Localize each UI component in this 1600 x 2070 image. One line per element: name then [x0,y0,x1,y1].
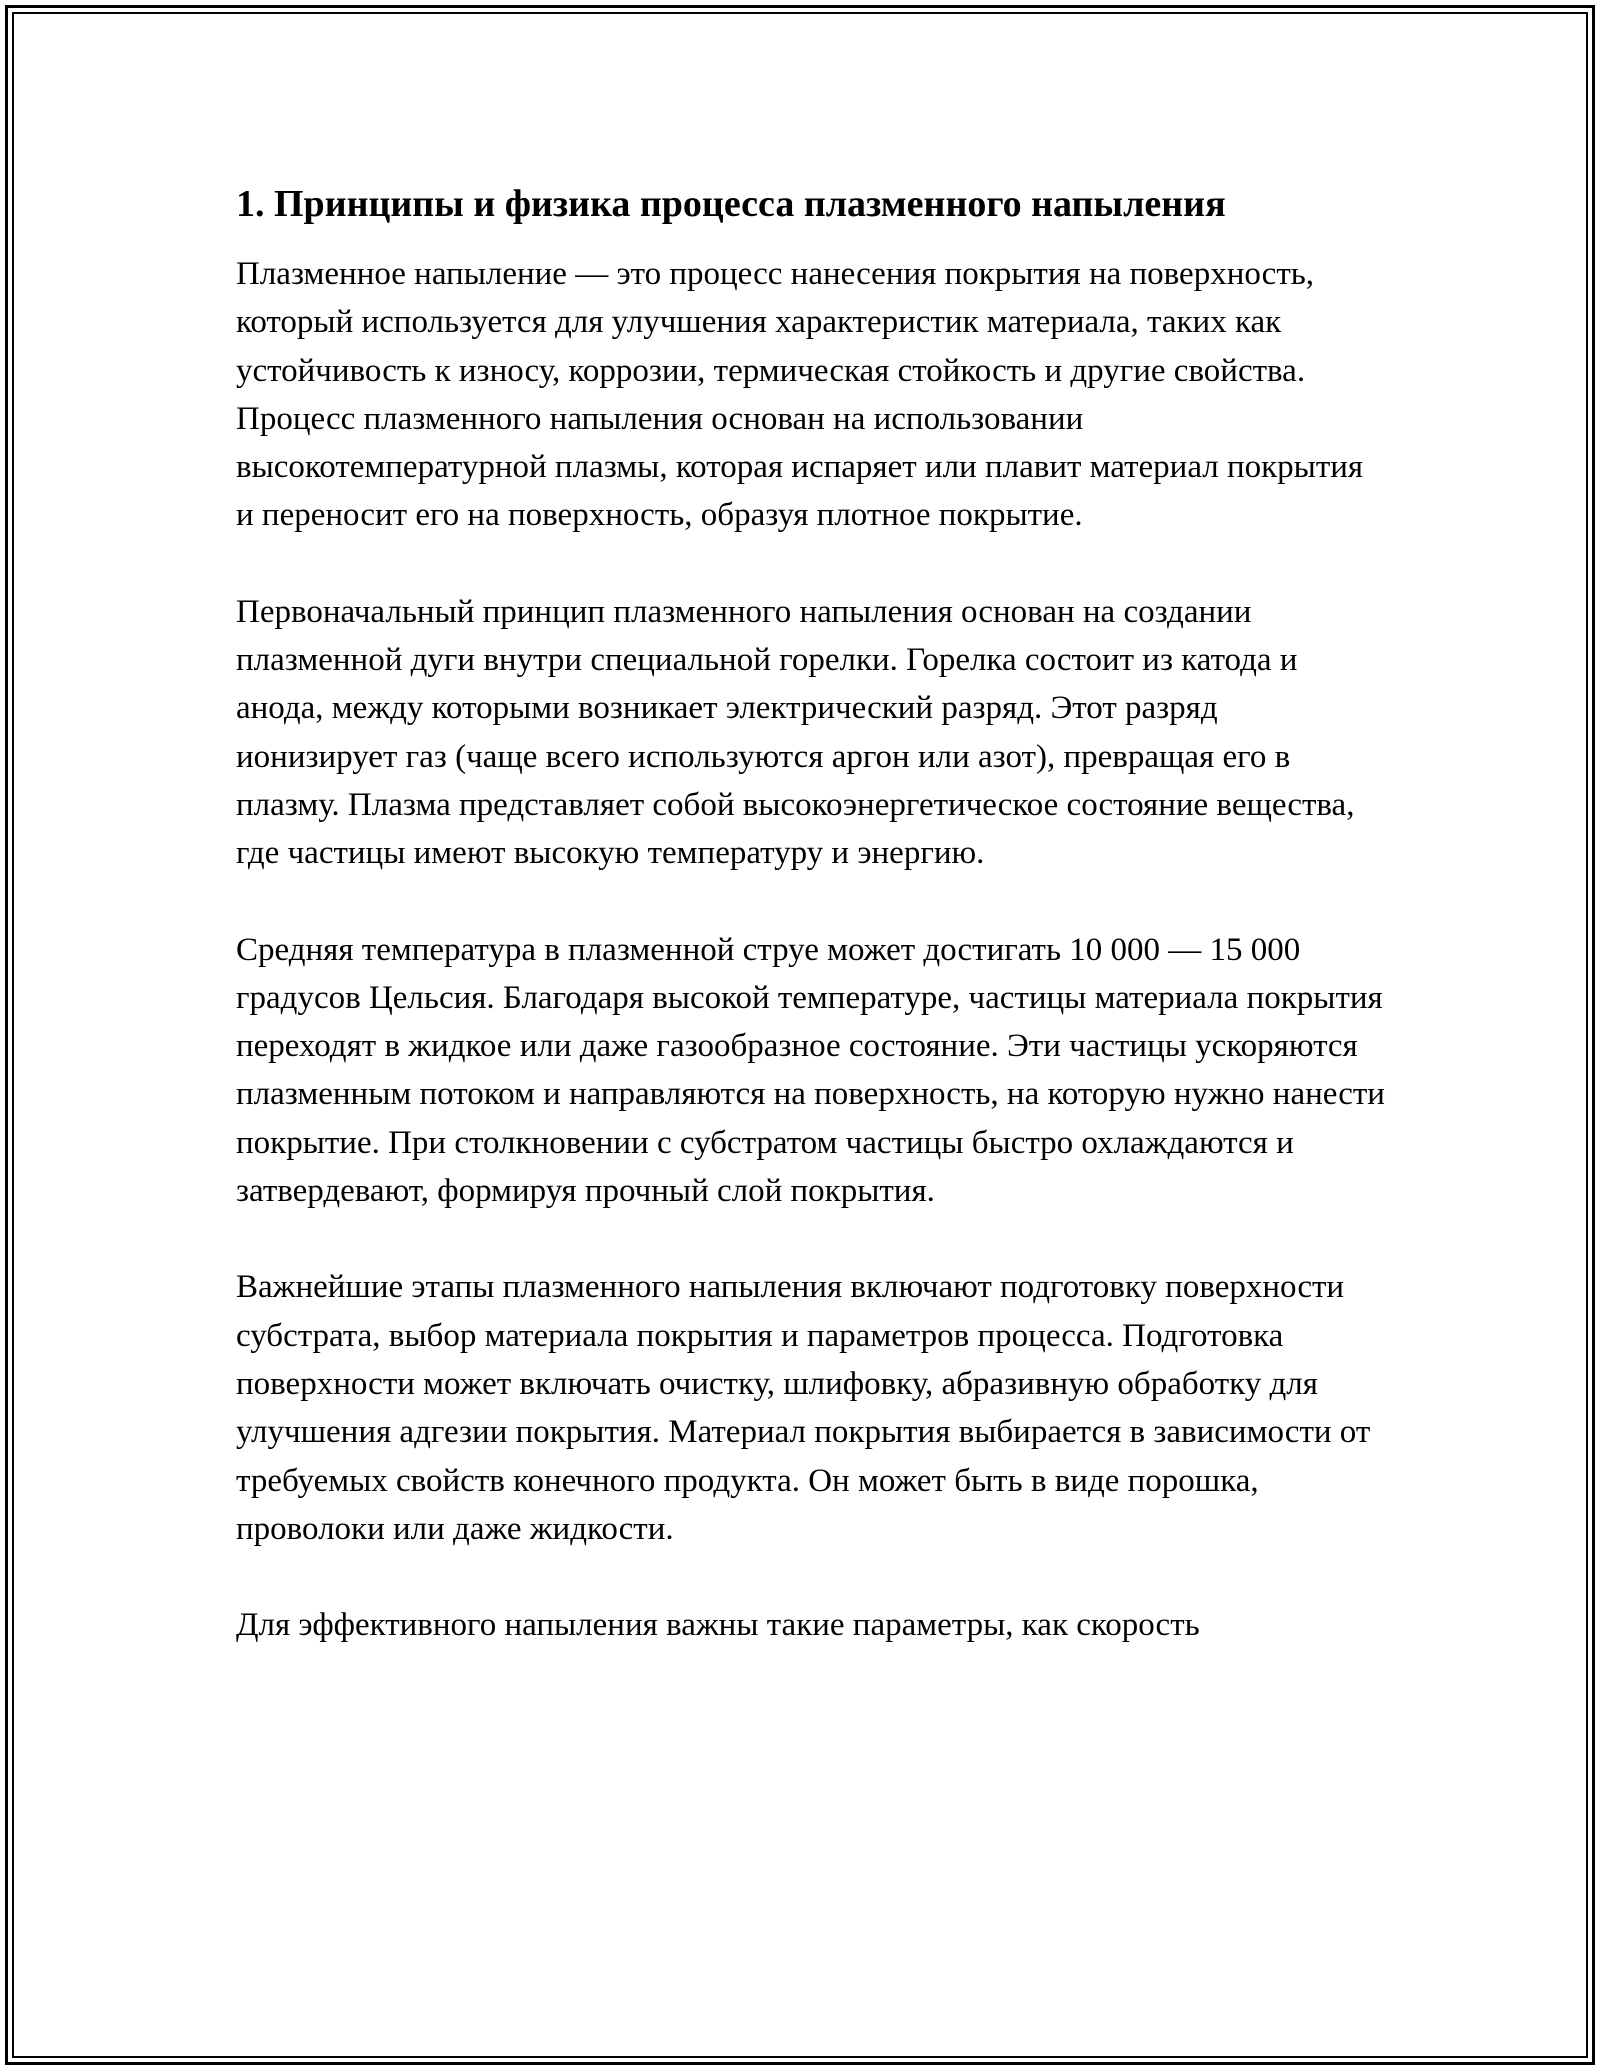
paragraph-parameters: Для эффективного напыления важны такие параметры, как скорость [236,1607,1200,1644]
document-page [236,180,1386,1697]
paragraph-plasma-arc: Первоначальный принцип плазменного напыления основан на создании плазменной дуги внутри специальной горелки. Горелка состоит из катода и анода, между которыми возникает электрический разряд. Этот разряд ионизирует газ (чаще всего используются аргон или азот), превращая его в плазму. Плазма представляет собой высокоэнергетическое состояние вещества, где частицы имеют высокую температуру и энергию. [236,593,1355,872]
paragraph-stages: Важнейшие этапы плазменного напыления включают подготовку поверхности субстрата, выбор материала покрытия и параметров процесса. Подготовка поверхности может включать очистку, шлифовку, абразивную обработку для улучшения адгезии покрытия. Материал покрытия выбирается в зависимости от требуемых свойств конечного продукта. Он может быть в виде порошка, проволоки или даже жидкости. [236,1269,1371,1547]
section-heading: 1. Принципы и физика процесса плазменного напыления [236,183,1226,225]
paragraph-temperature: Средняя температура в плазменной струе может достигать 10 000 — 15 000 градусов Цельсия. Благодаря высокой температуре, частицы материала покрытия переходят в жидкое или даже газообразное состояние. Эти частицы ускоряются плазменным потоком и направляются на поверхность, на которую нужно нанести покрытие. При столкновении с субстратом частицы быстро охлаждаются и затвердевают, формируя прочный слой покрытия. [236,931,1385,1210]
paragraph-intro: Плазменное напыление — это процесс нанесения покрытия на поверхность, который используется для улучшения характеристик материала, таких как устойчивость к износу, коррозии, термическая стойкость и другие свойства. Процесс плазменного напыления основан на использовании высокотемпературной плазмы, которая испаряет или плавит материал покрытия и переносит его на поверхность, образуя плотное покрытие. [236,256,1364,534]
